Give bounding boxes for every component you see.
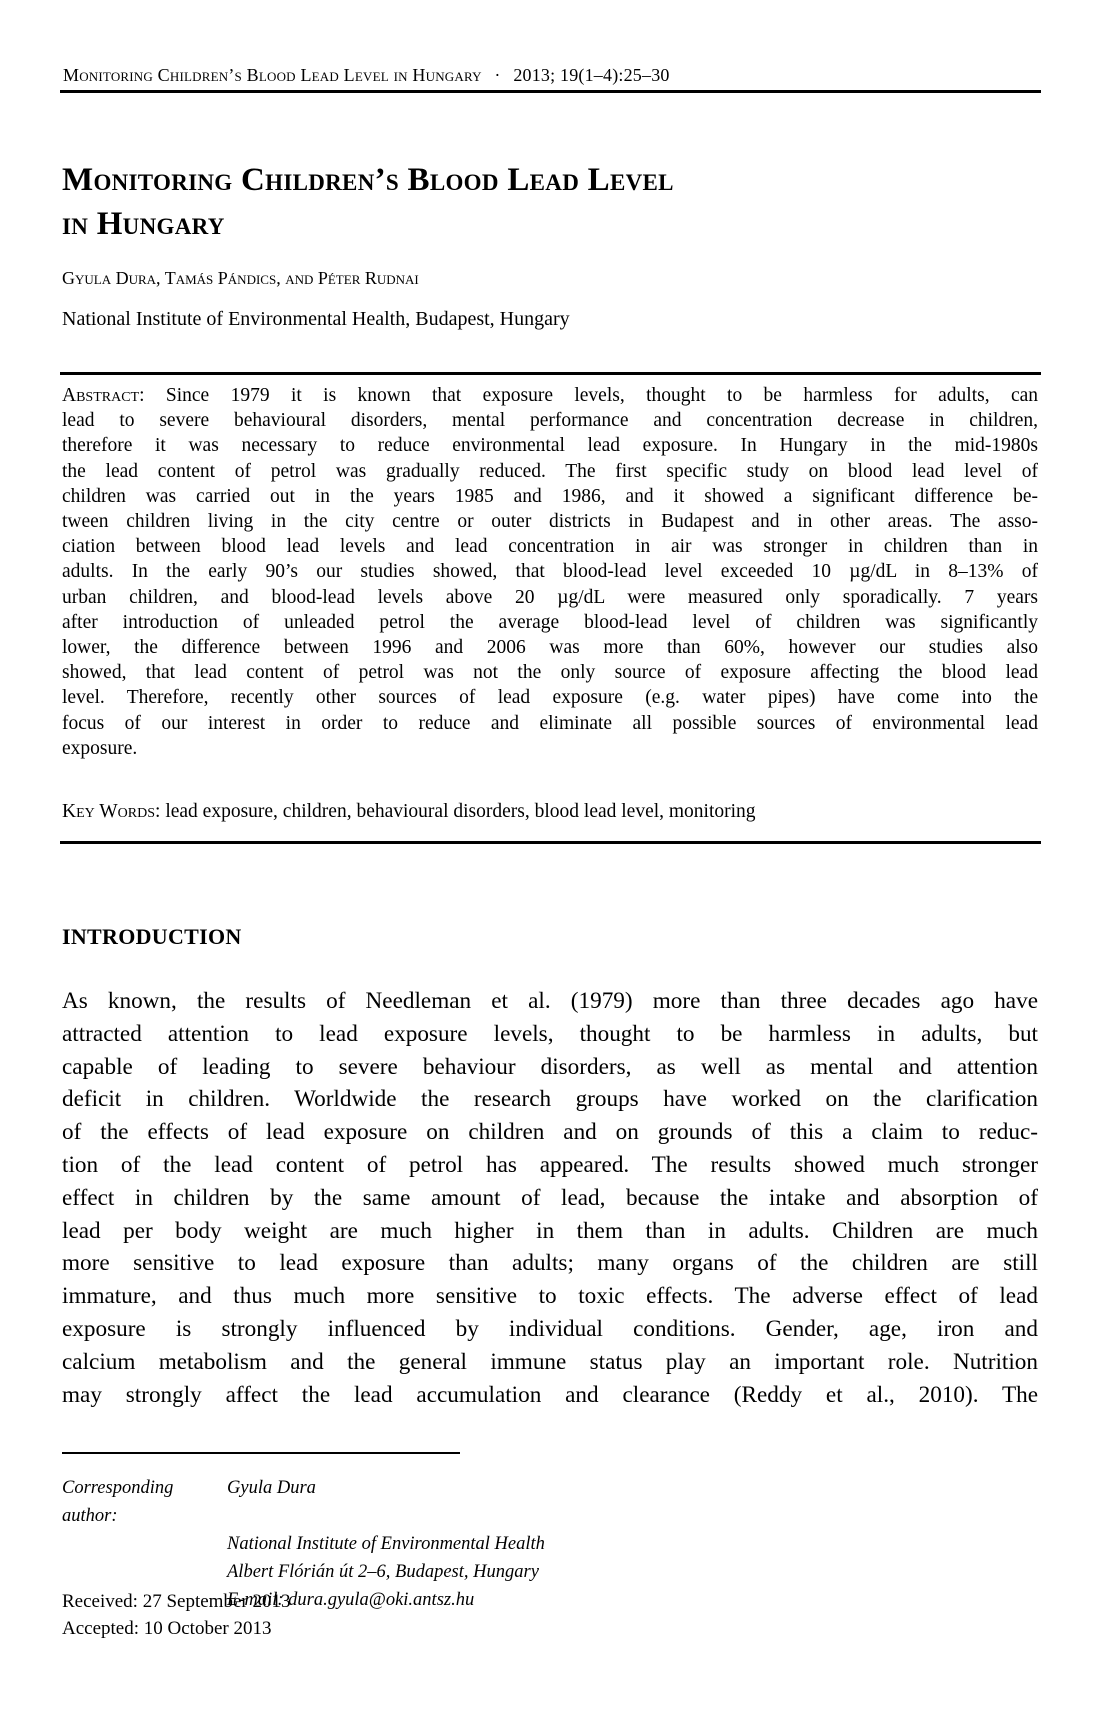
running-head	[63, 65, 670, 86]
keywords-label: Key Words:	[62, 801, 161, 822]
body-line: As known, the results of Needleman et al. (1979) more than three decades ago have	[62, 988, 1038, 1014]
corresponding-author-label: Corresponding author:	[62, 1478, 174, 1526]
author-list: Gyula Dura, Tamás Pándics, and Péter Rudnai	[62, 268, 419, 288]
abstract-bottom-rule	[60, 841, 1041, 844]
body-line: immature, and thus much more sensitive to toxic effects. The adverse effect of lead	[62, 1283, 1038, 1310]
article-title-line-1: Monitoring Children’s Blood Lead Level	[62, 162, 674, 198]
keywords	[62, 801, 1038, 823]
abstract-line: lead to severe behavioural disorders, mental performance and concentration decrease in children,	[62, 410, 1038, 432]
body-line: more sensitive to lead exposure than adults; many organs of the children are still	[62, 1250, 1038, 1277]
abstract-line: showed, that lead content of petrol was not the only source of exposure affecting the blood lead	[62, 662, 1038, 684]
running-head-title: Monitoring Children’s Blood Lead Level in Hungary	[63, 65, 482, 85]
running-head-separator: ·	[494, 65, 501, 85]
body-line: lead per body weight are much higher in them than in adults. Children are much	[62, 1217, 1038, 1244]
abstract-line: tween children living in the city centre or outer districts in Budapest and in other areas. The asso-	[62, 511, 1038, 533]
body-line: of the effects of lead exposure on children and on grounds of this a claim to reduc-	[62, 1119, 1038, 1146]
received-date: Received: 27 September 2013	[62, 1591, 291, 1612]
corresponding-author-institute: National Institute of Environmental Health	[227, 1534, 545, 1554]
body-line: effect in children by the same amount of lead, because the intake and absorption of	[62, 1184, 1038, 1211]
footnote-rule	[62, 1452, 460, 1454]
article-title	[62, 158, 962, 246]
section-heading-introduction: INTRODUCTION	[62, 924, 242, 949]
submission-dates	[62, 1588, 290, 1642]
abstract-line: lower, the difference between 1996 and 2006 was more than 60%, however our studies also	[62, 637, 1038, 659]
body-line: tion of the lead content of petrol has appeared. The results showed much stronger	[62, 1151, 1038, 1178]
affiliation: National Institute of Environmental Health, Budapest, Hungary	[62, 308, 570, 330]
abstract-line: children was carried out in the years 1985 and 1986, and it showed a significant difference be-	[62, 485, 1038, 507]
abstract-line: level. Therefore, recently other sources of lead exposure (e.g. water pipes) have come into the	[62, 687, 1038, 709]
corresponding-author-address: Albert Flórián út 2–6, Budapest, Hungary	[227, 1562, 539, 1582]
header-rule	[60, 90, 1041, 93]
abstract-line: after introduction of unleaded petrol the average blood-lead level of children was significantly	[62, 611, 1038, 633]
abstract-line: ciation between blood lead levels and lead concentration in air was stronger in children than in	[62, 536, 1038, 558]
abstract	[62, 383, 1038, 761]
abstract-line: Abstract: Since 1979 it is known that exposure levels, thought to be harmless for adults, can	[62, 385, 1039, 406]
body-line: exposure is strongly influenced by individual conditions. Gender, age, iron and	[62, 1315, 1038, 1342]
keywords-text: lead exposure, children, behavioural disorders, blood lead level, monitoring	[165, 801, 756, 822]
abstract-line: focus of our interest in order to reduce and eliminate all possible sources of environmental lead	[62, 712, 1038, 734]
abstract-line: adults. In the early 90’s our studies showed, that blood-lead level exceeded 10 µg/dL in 8–13% of	[62, 561, 1038, 583]
abstract-line: urban children, and blood-lead levels above 20 µg/dL were measured only sporadically. 7 years	[62, 586, 1038, 608]
body-line: attracted attention to lead exposure levels, thought to be harmless in adults, but	[62, 1020, 1038, 1047]
body-line: capable of leading to severe behaviour disorders, as well as mental and attention	[62, 1053, 1038, 1080]
corresponding-author-email: E-mail: dura.gyula@oki.antsz.hu	[227, 1590, 475, 1610]
body-line: may strongly affect the lead accumulation and clearance (Reddy et al., 2010). The	[62, 1381, 1038, 1408]
running-head-citation: 2013; 19(1–4):25–30	[513, 65, 670, 85]
accepted-date: Accepted: 10 October 2013	[62, 1618, 272, 1639]
body-line: deficit in children. Worldwide the research groups have worked on the clarification	[62, 1086, 1038, 1113]
introduction-body	[62, 985, 1038, 1411]
corresponding-author-name: Gyula Dura	[227, 1478, 316, 1498]
abstract-line: exposure.	[62, 737, 138, 759]
abstract-top-rule	[60, 372, 1041, 375]
article-title-line-2: in Hungary	[62, 206, 225, 242]
body-line: calcium metabolism and the general immune status play an important role. Nutrition	[62, 1348, 1038, 1375]
abstract-label: Abstract:	[62, 385, 145, 406]
abstract-line: the lead content of petrol was gradually reduced. The first specific study on blood lead level of	[62, 460, 1038, 482]
abstract-line: therefore it was necessary to reduce environmental lead exposure. In Hungary in the mid-1980s	[62, 435, 1038, 457]
